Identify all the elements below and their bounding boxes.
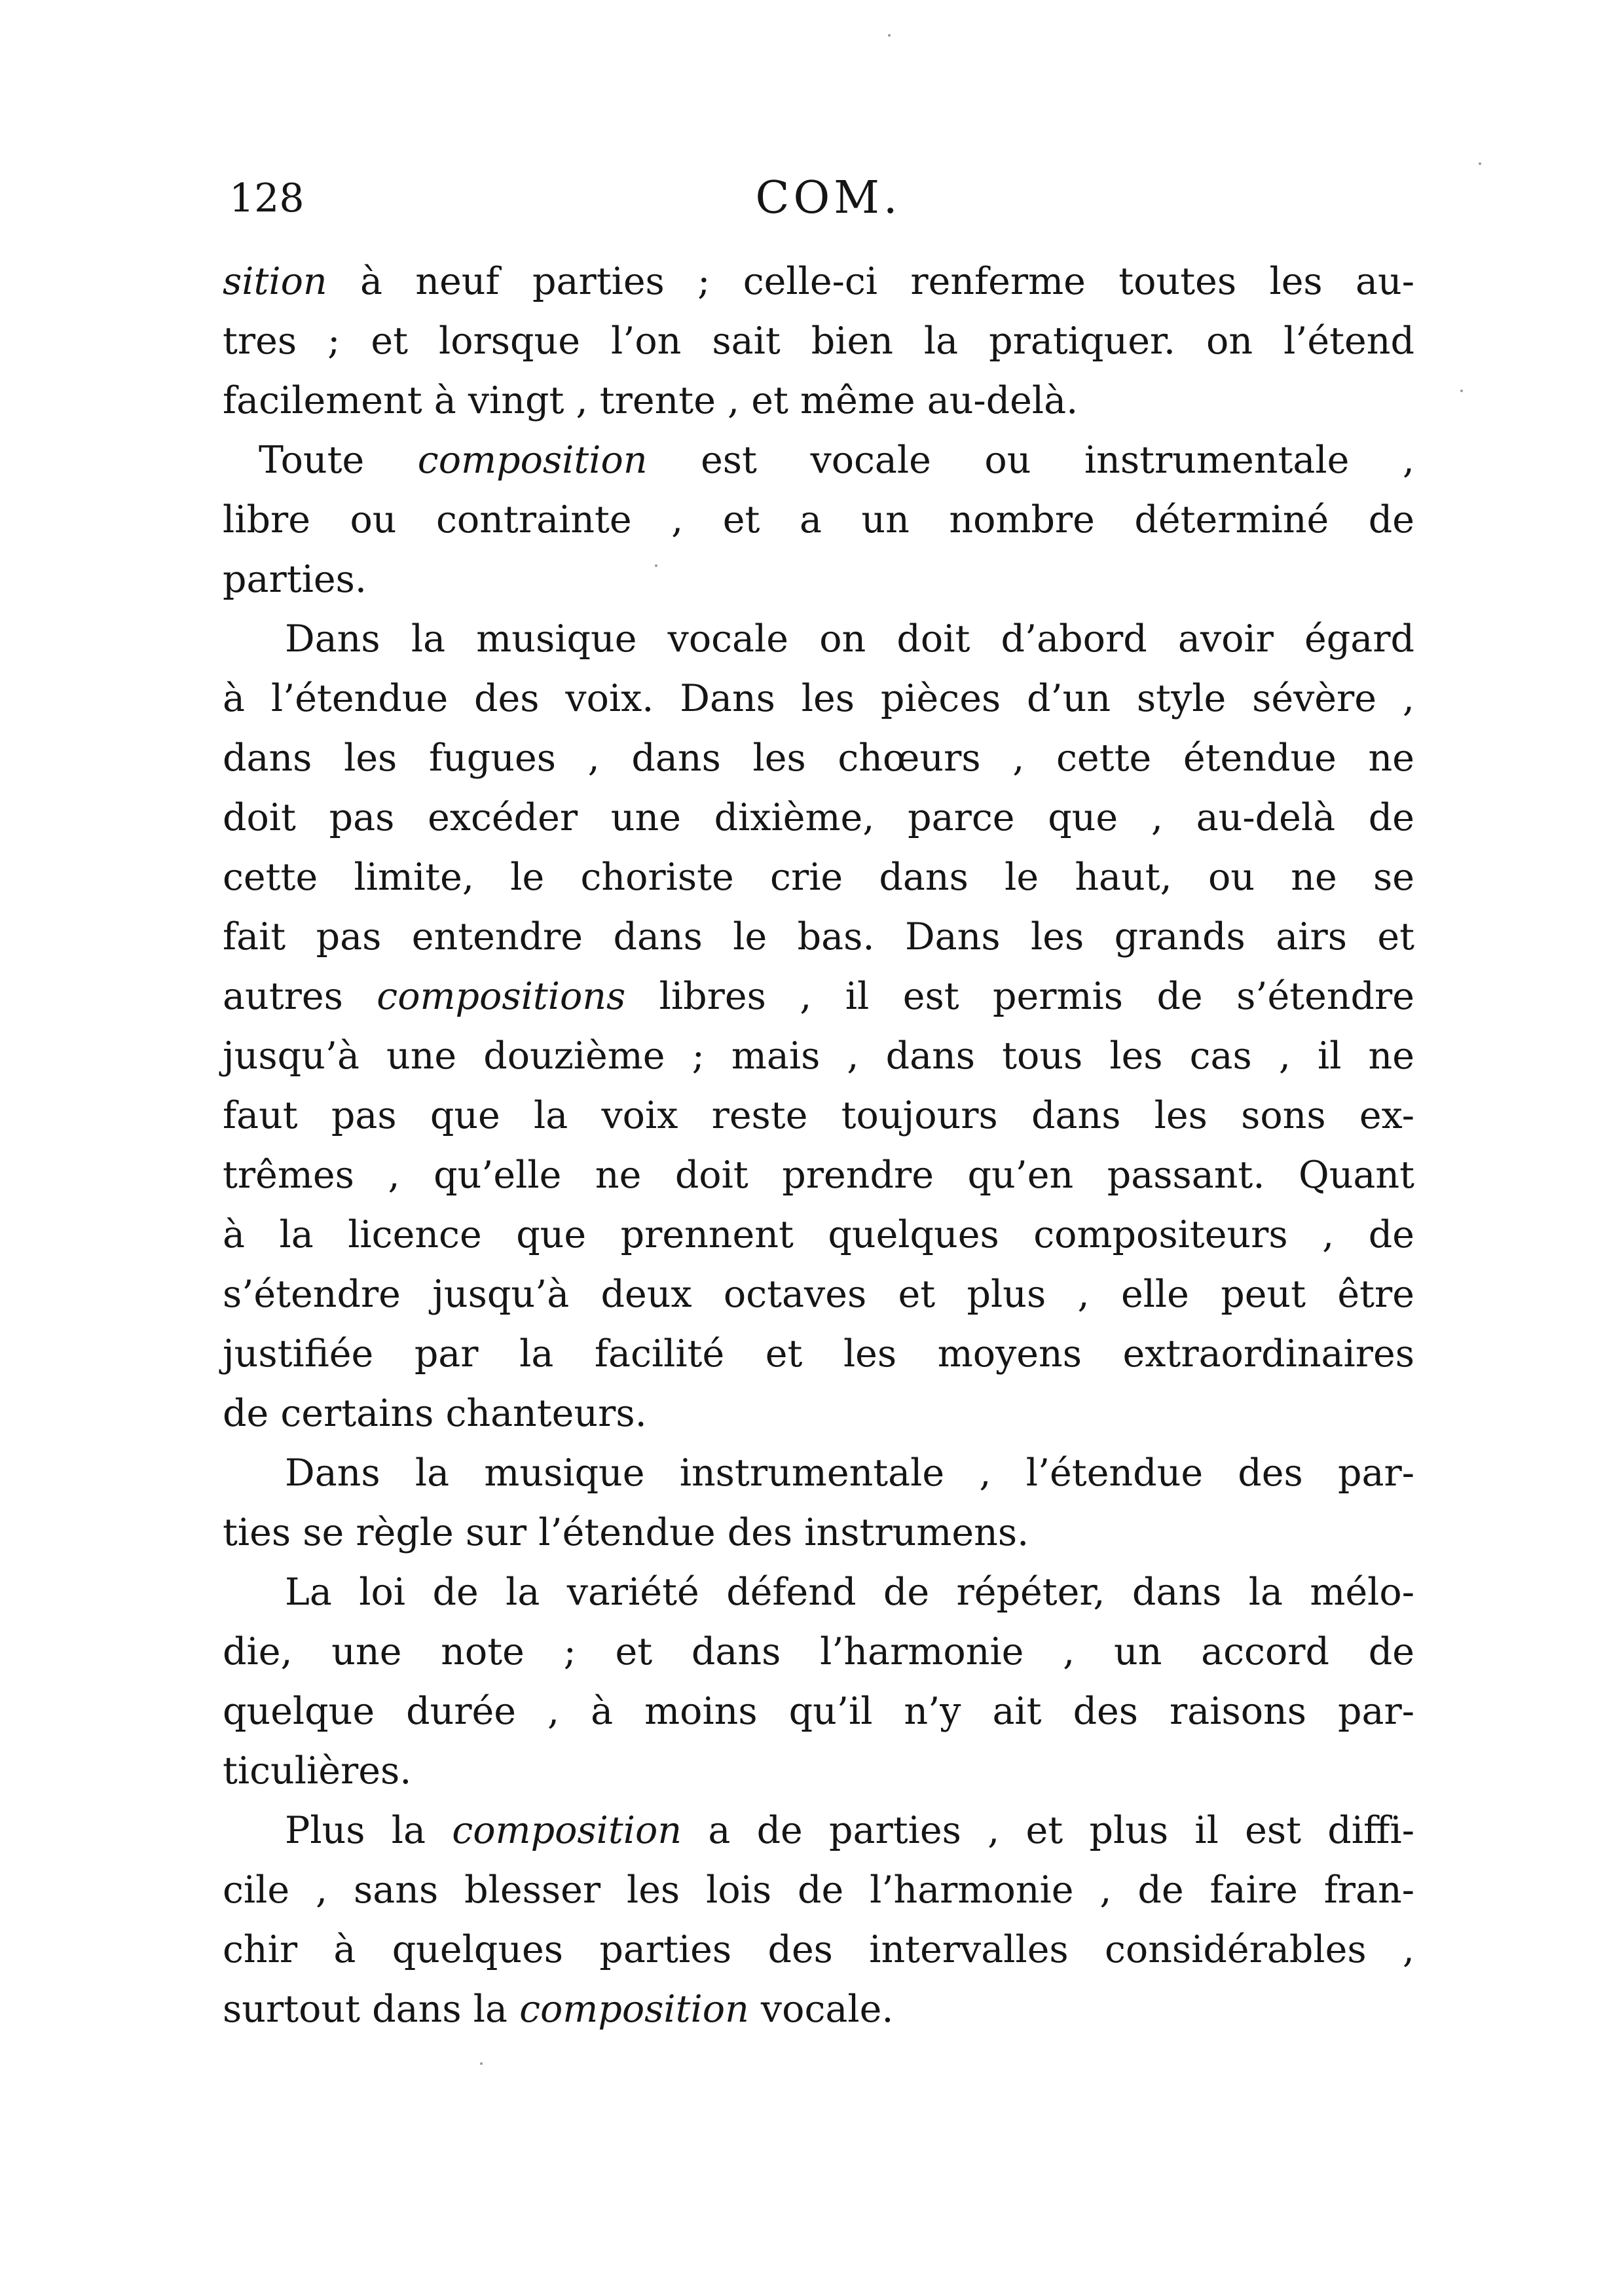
text-run: surtout dans la xyxy=(223,1988,520,2031)
text-line xyxy=(223,1861,1414,1920)
text-run: La loi de la variété défend de répéter, dans la mélo- xyxy=(285,1571,1414,1614)
text-line xyxy=(223,1027,1414,1086)
page-number: 128 xyxy=(229,175,304,221)
italic-text: composition xyxy=(519,1988,749,2031)
paragraph xyxy=(223,1801,1414,2039)
text-run: Dans la musique instrumentale , l’étendue des par- xyxy=(285,1451,1414,1495)
text-run: a de parties , et plus il est diffi- xyxy=(682,1809,1414,1852)
text-line xyxy=(223,550,1414,610)
text-run: à l’étendue des voix. Dans les pièces d’un style sévère , xyxy=(223,677,1414,720)
speck xyxy=(1460,390,1463,392)
speck xyxy=(1479,162,1481,165)
paragraph xyxy=(223,431,1414,610)
text-line xyxy=(223,1920,1414,1980)
text-line xyxy=(223,1622,1414,1682)
text-run: parties. xyxy=(223,558,367,601)
text-line xyxy=(223,1205,1414,1265)
body-text xyxy=(223,252,1414,2039)
speck xyxy=(480,2062,483,2065)
text-line xyxy=(223,1980,1414,2039)
text-run: libre ou contrainte , et a un nombre déterminé de xyxy=(223,498,1414,541)
text-line xyxy=(223,371,1414,431)
text-run: tres ; et lorsque l’on sait bien la pratiquer. on l’étend xyxy=(223,319,1414,363)
text-line xyxy=(223,848,1414,907)
paragraph xyxy=(223,252,1414,431)
text-run: jusqu’à une douzième ; mais , dans tous les cas , il ne xyxy=(223,1034,1414,1078)
text-run: de certains chanteurs. xyxy=(223,1392,647,1435)
text-run: cette limite, le choriste crie dans le haut, ou ne se xyxy=(223,856,1414,899)
italic-text: sition xyxy=(223,260,327,303)
text-line xyxy=(223,1086,1414,1146)
paragraph xyxy=(223,1563,1414,1801)
text-run: justifiée par la facilité et les moyens extraordinaires xyxy=(223,1332,1414,1376)
text-line xyxy=(223,1503,1414,1563)
text-line xyxy=(223,669,1414,729)
speck xyxy=(655,564,657,567)
text-run: s’étendre jusqu’à deux octaves et plus , elle peut être xyxy=(223,1273,1414,1316)
text-run: cile , sans blesser les lois de l’harmonie , de faire fran- xyxy=(223,1868,1414,1912)
text-run: Plus la xyxy=(285,1809,452,1852)
text-line xyxy=(223,907,1414,967)
italic-text: composition xyxy=(452,1809,682,1852)
text-run: vocale. xyxy=(748,1988,894,2031)
speck xyxy=(888,34,891,37)
text-run: Dans la musique vocale on doit d’abord avoir égard xyxy=(285,617,1414,661)
text-line xyxy=(223,967,1414,1027)
page-header xyxy=(229,157,1428,236)
text-line xyxy=(223,1682,1414,1741)
text-run: fait pas entendre dans le bas. Dans les grands airs et xyxy=(223,915,1414,958)
text-run: ticulières. xyxy=(223,1749,412,1793)
text-run: doit pas excéder une dixième, parce que , au-delà de xyxy=(223,796,1414,839)
paragraph xyxy=(223,1444,1414,1563)
text-line xyxy=(223,729,1414,788)
text-run: faut pas que la voix reste toujours dans les sons ex- xyxy=(223,1094,1414,1137)
text-line xyxy=(223,1563,1414,1622)
text-line xyxy=(223,431,1414,490)
text-line xyxy=(223,312,1414,371)
text-line xyxy=(223,1384,1414,1444)
text-line xyxy=(223,1146,1414,1205)
text-run: dans les fugues , dans les chœurs , cette étendue ne xyxy=(223,737,1414,780)
text-line xyxy=(223,1741,1414,1801)
text-line xyxy=(223,490,1414,550)
text-line xyxy=(223,788,1414,848)
italic-text: composition xyxy=(417,439,648,482)
text-line xyxy=(223,1801,1414,1861)
text-line xyxy=(223,1324,1414,1384)
text-run: est vocale ou instrumentale , xyxy=(647,439,1414,482)
text-run: die, une note ; et dans l’harmonie , un accord de xyxy=(223,1630,1414,1673)
text-run: quelque durée , à moins qu’il n’y ait des raisons par- xyxy=(223,1690,1414,1733)
text-run: chir à quelques parties des intervalles considérables , xyxy=(223,1928,1414,1971)
text-line xyxy=(223,610,1414,669)
text-run: ties se règle sur l’étendue des instrumens. xyxy=(223,1511,1029,1554)
text-run: facilement à vingt , trente , et même au-delà. xyxy=(223,379,1079,422)
text-run: à la licence que prennent quelques compositeurs , de xyxy=(223,1213,1414,1256)
italic-text: compositions xyxy=(377,975,626,1018)
text-line xyxy=(223,1444,1414,1503)
text-run: Toute xyxy=(259,439,418,482)
text-line xyxy=(223,1265,1414,1324)
text-run: autres xyxy=(223,975,377,1018)
text-run: libres , il est permis de s’étendre xyxy=(625,975,1415,1018)
text-run: à neuf parties ; celle-ci renferme toutes les au- xyxy=(327,260,1414,303)
text-run: trêmes , qu’elle ne doit prendre qu’en passant. Quant xyxy=(223,1154,1414,1197)
text-line xyxy=(223,252,1414,312)
running-head: COM. xyxy=(755,172,902,224)
paragraph xyxy=(223,610,1414,1444)
